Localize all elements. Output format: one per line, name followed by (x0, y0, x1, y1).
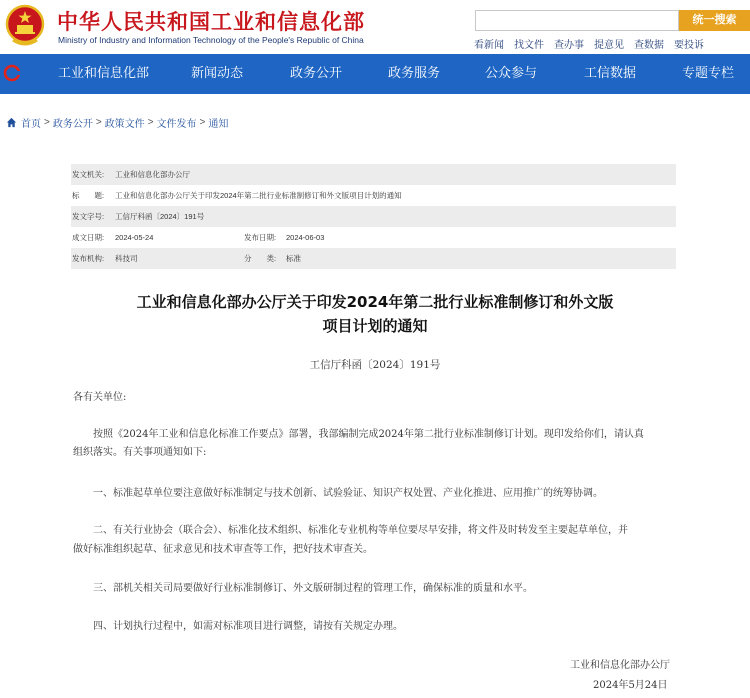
paragraph-intro-line-2: 组织落实。有关事项通知如下: (73, 447, 207, 458)
nav-item-ministry[interactable]: 工业和信息化部 (58, 65, 150, 80)
paragraph-item-3: 三、部机关相关司局要做好行业标准制修订、外文版研制过程的管理工作，确保标准的质量和水平。 (93, 583, 533, 594)
meta-row-issuer (71, 164, 676, 185)
quicklink-news[interactable]: 看新闻 (474, 40, 504, 51)
paragraph-item-2-line-1: 二、有关行业协会（联合会）、标准化技术组织、标准化专业机构等单位要尽早安排，将文件及时转发至主要起草单位，并 (93, 525, 628, 536)
document-title-line-2: 项目计划的通知 (322, 317, 428, 335)
ministry-logo-icon (3, 64, 21, 82)
breadcrumb-file-release[interactable]: 文件发布 (156, 119, 197, 130)
breadcrumb-gov-affairs[interactable]: 政务公开 (52, 119, 93, 130)
quicklink-complaint[interactable]: 要投诉 (674, 40, 704, 51)
site-subtitle: Ministry of Industry and Information Technology of the People's Republic of China (58, 35, 364, 45)
nav-item-data[interactable]: 工信数据 (584, 65, 637, 80)
meta-published-date: 2024-06-03 (286, 233, 325, 242)
meta-label: 发文机关: (72, 170, 105, 179)
national-emblem-icon (5, 4, 45, 48)
breadcrumb-home[interactable]: 首页 (21, 119, 41, 130)
signature-date: 2024年5月24日 (593, 680, 668, 691)
meta-label: 发布日期: (244, 233, 277, 242)
breadcrumb-separator: > (95, 117, 102, 128)
meta-label: 标 题: (72, 191, 105, 200)
quicklinks (474, 36, 704, 51)
nav-item-news[interactable]: 新闻动态 (191, 65, 244, 80)
meta-office: 科技司 (115, 254, 138, 263)
paragraph-item-4: 四、计划执行过程中，如需对标准项目进行调整，请按有关规定办理。 (93, 621, 403, 632)
meta-label: 发文字号: (72, 212, 105, 221)
nav-item-gov-affairs[interactable]: 政务公开 (290, 65, 343, 80)
salutation: 各有关单位: (73, 392, 127, 403)
meta-row-docno (71, 206, 676, 227)
paragraph-item-1: 一、标准起草单位要注意做好标准制定与技术创新、试验验证、知识产权处置、产业化推进、应用推广的统筹协调。 (93, 488, 603, 499)
meta-row-dates (71, 227, 676, 248)
meta-label: 发布机构: (72, 254, 105, 263)
nav-item-public-participation[interactable]: 公众参与 (485, 65, 538, 80)
home-icon (6, 117, 17, 128)
quicklink-files[interactable]: 找文件 (514, 40, 544, 51)
quicklink-feedback[interactable]: 提意见 (594, 40, 624, 51)
document-title-line-1: 工业和信息化部办公厅关于印发2024年第二批行业标准制修订和外文版 (136, 293, 614, 311)
main-nav (0, 54, 750, 94)
meta-row-title (71, 185, 676, 206)
meta-category: 标准 (286, 254, 301, 263)
breadcrumb-separator: > (199, 117, 206, 128)
quicklink-services[interactable]: 查办事 (554, 40, 584, 51)
meta-row-office (71, 248, 676, 269)
paragraph-intro-line-1: 按照《2024年工业和信息化标准工作要点》部署，我部编制完成2024年第二批行业标准制修订计划。现印发给你们，请认真 (93, 429, 644, 440)
site-title: 中华人民共和国工业和信息化部 (57, 10, 365, 34)
breadcrumb-notice[interactable]: 通知 (208, 119, 229, 130)
breadcrumb-separator: > (44, 117, 50, 128)
document-number: 工信厅科函〔2024〕191号 (309, 359, 441, 371)
paragraph-item-2-line-2: 做好标准组织起草、征求意见和技术审查等工作，把好技术审查关。 (73, 544, 373, 555)
meta-issuer: 工业和信息化部办公厅 (115, 170, 190, 179)
breadcrumb (6, 115, 228, 130)
meta-label: 分 类: (244, 254, 277, 263)
breadcrumb-policy-files[interactable]: 政策文件 (104, 119, 145, 130)
meta-created-date: 2024-05-24 (115, 233, 154, 242)
quicklink-data[interactable]: 查数据 (634, 40, 664, 51)
nav-item-special-topics[interactable]: 专题专栏 (682, 65, 735, 80)
meta-title: 工业和信息化部办公厅关于印发2024年第二批行业标准制修订和外文版项目计划的通知 (115, 191, 402, 200)
meta-docno: 工信厅科函〔2024〕191号 (115, 212, 205, 221)
site-header (0, 0, 750, 54)
breadcrumb-separator: > (147, 117, 154, 128)
meta-label: 成文日期: (72, 233, 105, 242)
search-input[interactable] (475, 10, 679, 31)
document-metadata (71, 164, 676, 269)
signature-org: 工业和信息化部办公厅 (570, 660, 670, 671)
search-button[interactable]: 统一搜索 (679, 10, 750, 31)
nav-item-gov-services[interactable]: 政务服务 (388, 65, 441, 80)
